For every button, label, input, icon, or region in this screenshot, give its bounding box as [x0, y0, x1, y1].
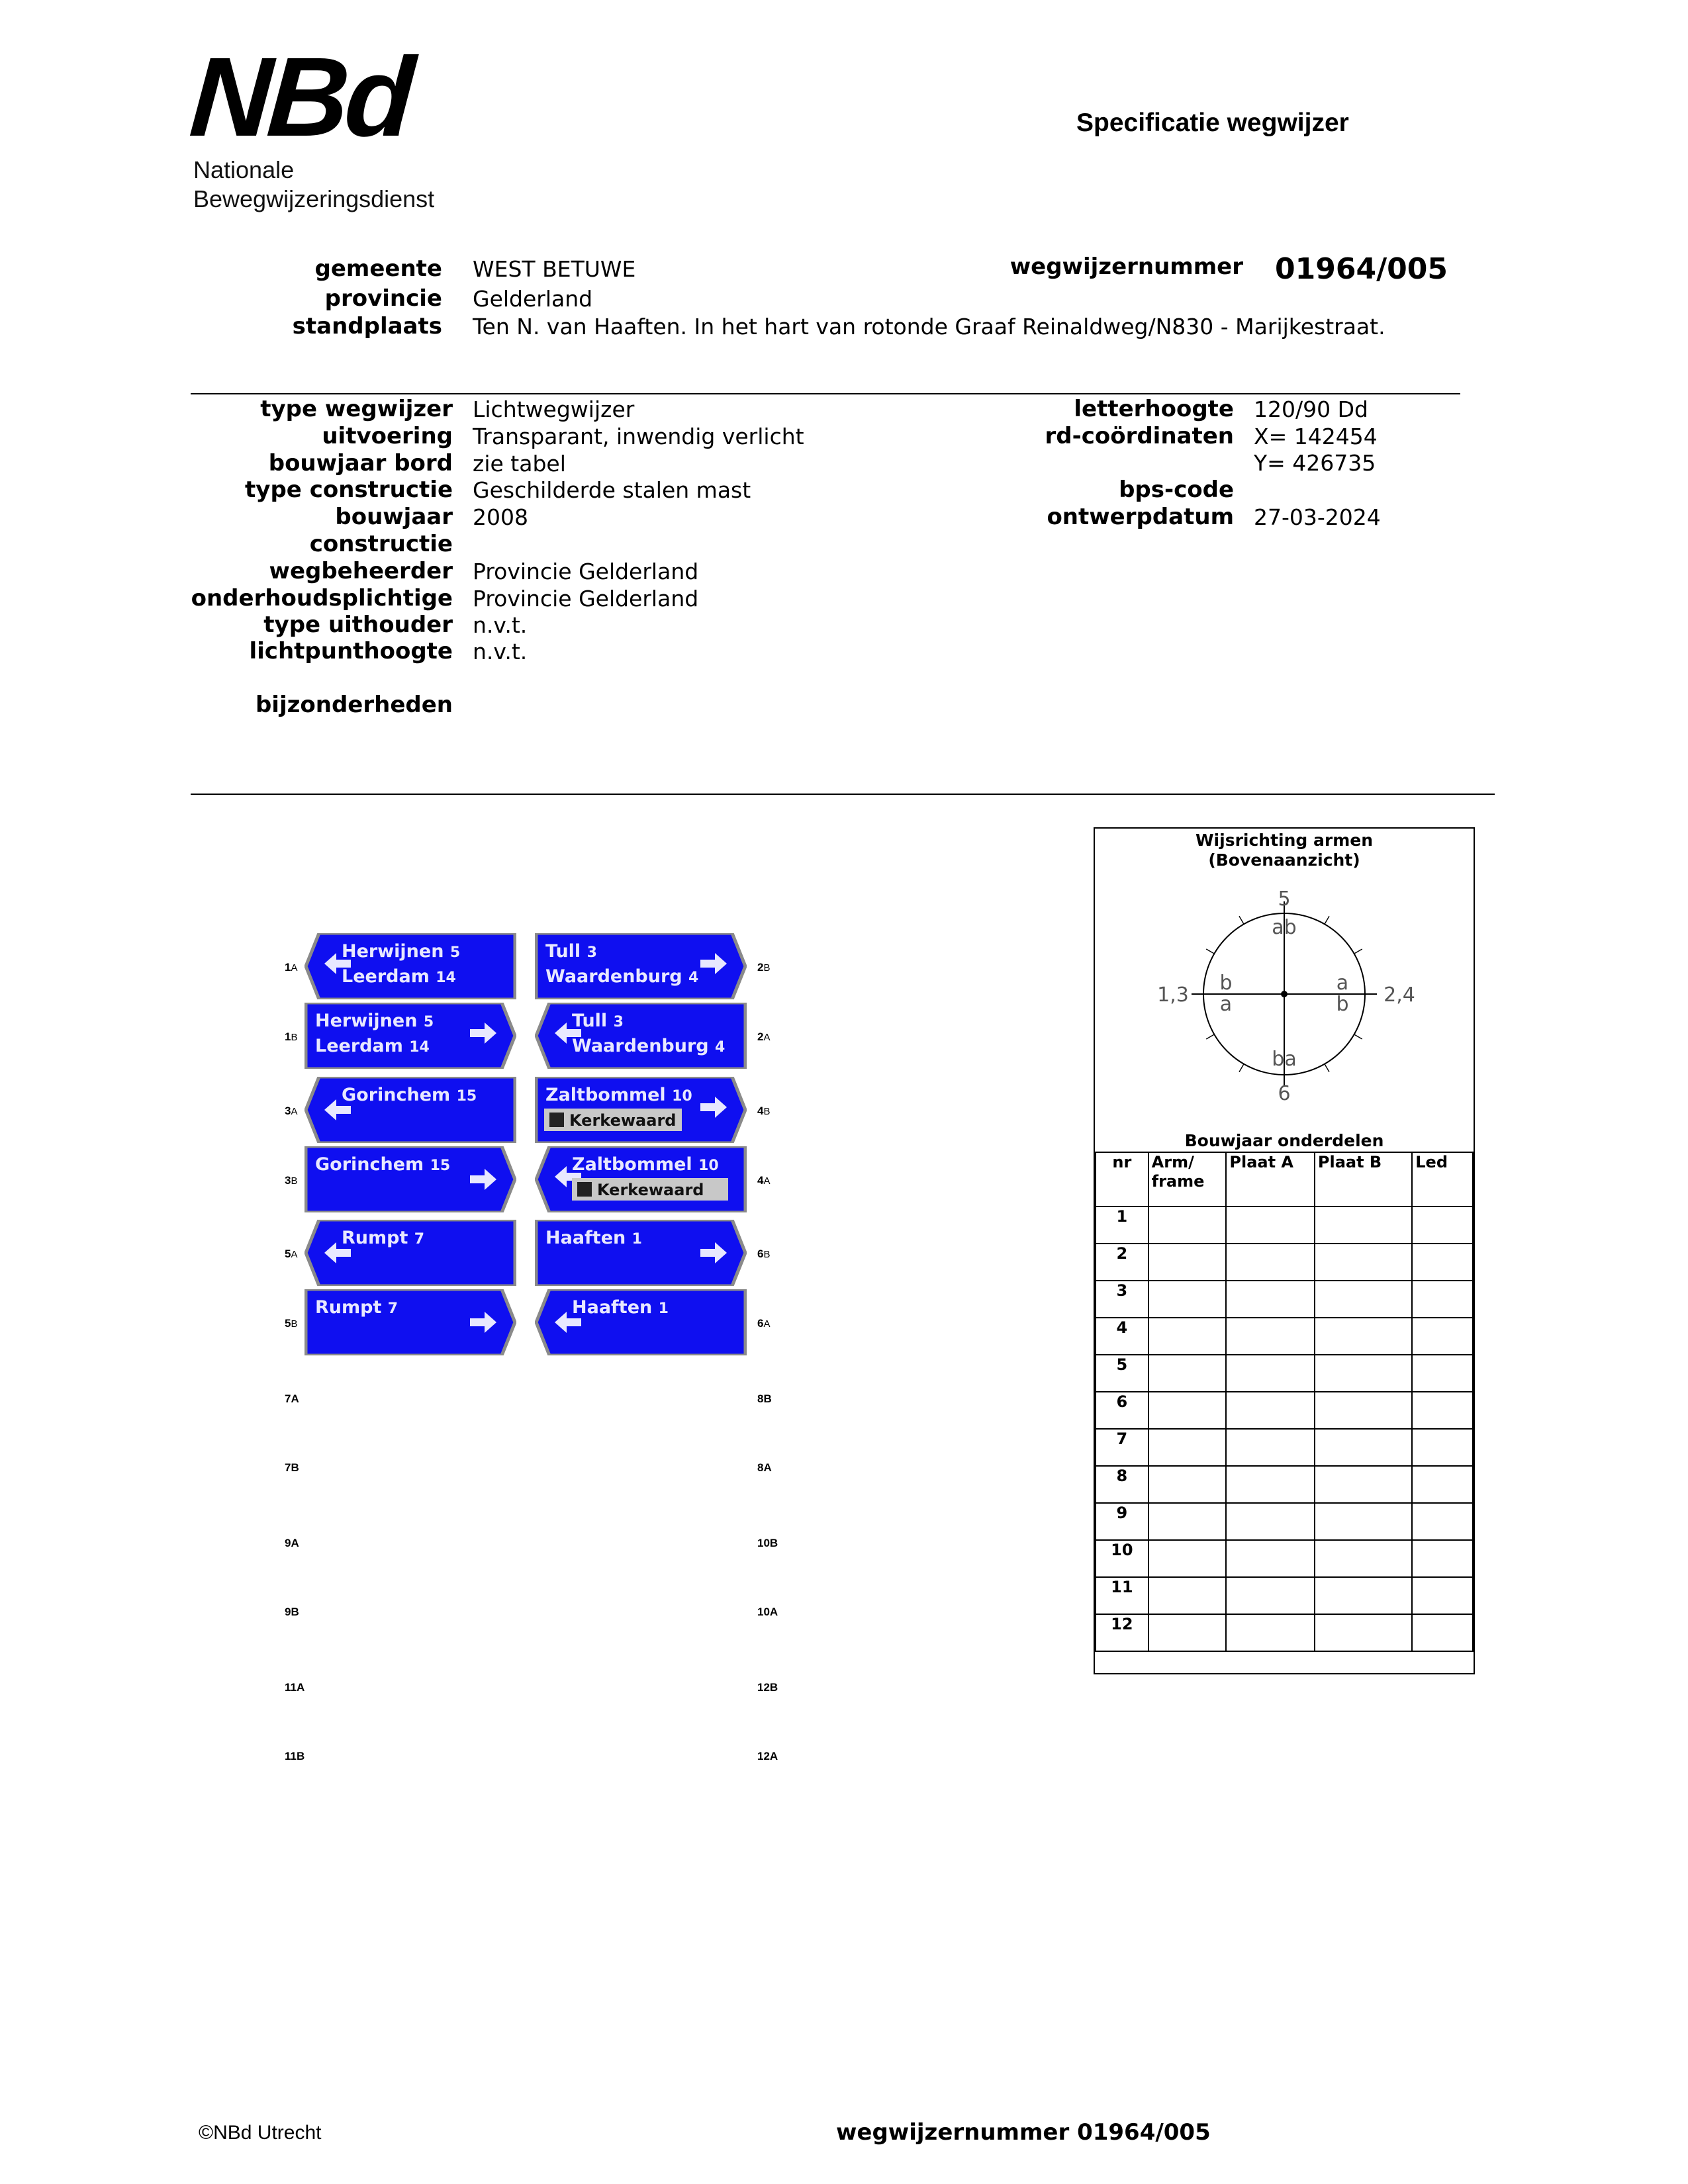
bouwjaar-cell: [1412, 1540, 1473, 1577]
nbd-logo: NBd: [186, 34, 415, 160]
compass-label-right: 2,4: [1383, 983, 1415, 1007]
bouwjaar-cell: [1226, 1392, 1315, 1429]
lichtpunthoogte-label: lichtpunthoogte: [249, 638, 453, 664]
sign-destination: Gorinchem 15: [342, 1085, 477, 1105]
bouwjaar-cell: [1412, 1577, 1473, 1614]
compass-label-top: 5: [1278, 887, 1291, 911]
sign-position-label: 5A: [285, 1248, 298, 1260]
sign-destination: Tull 3: [572, 1011, 624, 1031]
sign-destination: Gorinchem 15: [315, 1154, 451, 1175]
footer-wegwijzernummer: wegwijzernummer 01964/005: [836, 2119, 1211, 2146]
sign-destination: Herwijnen 5: [342, 941, 461, 962]
direction-sign-1B: [305, 1003, 516, 1069]
bouwjaar-row-number: 11: [1096, 1577, 1149, 1614]
ontwerpdatum-label: ontwerpdatum: [1047, 504, 1234, 530]
bouwjaar-row: [1096, 1614, 1473, 1651]
bouwjaar-header-cell: Led: [1412, 1152, 1473, 1206]
bouwjaar-cell: [1226, 1355, 1315, 1392]
bouwjaar-cell: [1315, 1392, 1412, 1429]
sign-destination: Rumpt 7: [315, 1297, 399, 1318]
wegbeheerder-label: wegbeheerder: [269, 558, 453, 584]
compass-tick: [1354, 1034, 1362, 1039]
bouwjaar-table: [1095, 1152, 1474, 1652]
bouwjaar-cell: [1412, 1206, 1473, 1244]
sign-position-label: 1B: [285, 1030, 298, 1043]
bouwjaar-cell: [1149, 1540, 1227, 1577]
bouwjaar-constructie-label-2: constructie: [309, 531, 453, 557]
bouwjaar-cell: [1226, 1206, 1315, 1244]
standplaats-label: standplaats: [292, 313, 442, 340]
bouwjaar-cell: [1315, 1355, 1412, 1392]
bouwjaar-cell: [1412, 1614, 1473, 1651]
direction-sign-6B: [535, 1220, 747, 1286]
bouwjaar-cell: [1149, 1466, 1227, 1503]
direction-sign-5A: [305, 1220, 516, 1286]
compass-label-ab: ab: [1272, 916, 1297, 939]
bouwjaar-row-number: 8: [1096, 1466, 1149, 1503]
compass-label-left: 1,3: [1157, 983, 1189, 1007]
bouwjaar-row: [1096, 1318, 1473, 1355]
compass-right-b: b: [1336, 993, 1349, 1016]
bouwjaar-cell: [1315, 1206, 1412, 1244]
direction-sign-2A: [535, 1003, 747, 1069]
bouwjaar-cell: [1226, 1577, 1315, 1614]
bijzonderheden-label: bijzonderheden: [255, 692, 453, 718]
bouwjaar-cell: [1315, 1466, 1412, 1503]
bouwjaar-cell: [1315, 1540, 1412, 1577]
bouwjaar-constructie-value: 2008: [473, 504, 528, 530]
bouwjaar-row-number: 9: [1096, 1503, 1149, 1540]
sign-position-label: 7B: [285, 1461, 299, 1474]
sign-destination: Zaltbommel 10: [545, 1085, 692, 1105]
bouwjaar-cell: [1315, 1429, 1412, 1466]
sign-position-label: 10B: [757, 1537, 778, 1549]
sign-position-label: 3B: [285, 1174, 298, 1187]
wijsrichting-panel: [1094, 827, 1475, 1674]
sign-destination: Waardenburg 4: [572, 1036, 726, 1056]
type-uithouder-label: type uithouder: [263, 612, 453, 638]
logo-line-1: Nationale: [193, 156, 295, 183]
bouwjaar-row: [1096, 1206, 1473, 1244]
bouwjaar-cell: [1315, 1503, 1412, 1540]
direction-sign-2B: [535, 933, 747, 999]
type-uithouder-value: n.v.t.: [473, 612, 528, 638]
compass-diagram: [1095, 875, 1474, 1140]
bouwjaar-cell: [1315, 1281, 1412, 1318]
type-wegwijzer-label: type wegwijzer: [260, 396, 453, 422]
bouwjaar-cell: [1149, 1281, 1227, 1318]
sign-destination: Haaften 1: [545, 1228, 642, 1248]
bouwjaar-constructie-label-1: bouwjaar: [335, 504, 453, 530]
provincie-label: provincie: [324, 285, 442, 312]
bouwjaar-row-number: 10: [1096, 1540, 1149, 1577]
document-title: Specificatie wegwijzer: [1076, 109, 1349, 137]
bouwjaar-row: [1096, 1392, 1473, 1429]
type-constructie-label: type constructie: [245, 477, 453, 503]
ontwerpdatum-value: 27-03-2024: [1254, 504, 1381, 530]
bouwjaar-row: [1096, 1244, 1473, 1281]
bouwjaar-header-cell: Arm/ frame: [1149, 1152, 1227, 1206]
bouwjaar-title: Bouwjaar onderdelen: [1184, 1131, 1384, 1150]
bouwjaar-cell: [1149, 1392, 1227, 1429]
sign-position-label: 4A: [757, 1174, 771, 1187]
sign-position-label: 12A: [757, 1750, 778, 1762]
letterhoogte-label: letterhoogte: [1074, 396, 1234, 422]
bouwjaar-cell: [1412, 1281, 1473, 1318]
sign-destination: Zaltbommel 10: [572, 1154, 719, 1175]
sign-position-label: 11B: [285, 1750, 305, 1762]
bouwjaar-row-number: 4: [1096, 1318, 1149, 1355]
letterhoogte-value: 120/90 Dd: [1254, 396, 1368, 422]
provincie-value: Gelderland: [473, 286, 593, 312]
bouwjaar-cell: [1149, 1577, 1227, 1614]
bouwjaar-cell: [1315, 1318, 1412, 1355]
bouwjaar-bord-value: zie tabel: [473, 451, 566, 477]
sign-position-label: 9B: [285, 1606, 299, 1618]
rd-x-value: X= 142454: [1254, 424, 1378, 449]
sign-destination: Haaften 1: [572, 1297, 669, 1318]
onderhoudsplichtige-value: Provincie Gelderland: [473, 586, 699, 612]
compass-center: [1281, 991, 1288, 997]
bouwjaar-cell: [1412, 1355, 1473, 1392]
sign-position-label: 12B: [757, 1681, 778, 1694]
bouwjaar-row-number: 7: [1096, 1429, 1149, 1466]
bouwjaar-cell: [1149, 1614, 1227, 1651]
bouwjaar-cell: [1149, 1318, 1227, 1355]
direction-sign-3B: [305, 1146, 516, 1212]
bouwjaar-row-number: 2: [1096, 1244, 1149, 1281]
compass-left-b: b: [1219, 972, 1233, 995]
compass-left-a: a: [1219, 993, 1233, 1016]
logo-line-2: Bewegwijzeringsdienst: [193, 185, 435, 212]
sign-position-label: 6A: [757, 1317, 771, 1330]
direction-sign-4B: [535, 1077, 747, 1143]
sign-position-label: 4B: [757, 1105, 771, 1117]
bouwjaar-cell: [1226, 1281, 1315, 1318]
wegwijzernummer-value: 01964/005: [1275, 252, 1448, 286]
bouwjaar-cell: [1412, 1244, 1473, 1281]
bouwjaar-cell: [1226, 1244, 1315, 1281]
bouwjaar-cell: [1226, 1503, 1315, 1540]
sign-position-label: 11A: [285, 1681, 305, 1694]
bouwjaar-row: [1096, 1429, 1473, 1466]
sign-position-label: 6B: [757, 1248, 771, 1260]
bouwjaar-header-cell: Plaat B: [1315, 1152, 1412, 1206]
bouwjaar-cell: [1315, 1614, 1412, 1651]
direction-sign-4A: [535, 1146, 747, 1212]
sign-layout: [0, 0, 861, 1853]
sign-destination: Waardenburg 4: [545, 966, 699, 987]
bouwjaar-row-number: 5: [1096, 1355, 1149, 1392]
sign-position-label: 8B: [757, 1392, 772, 1405]
bouwjaar-cell: [1412, 1466, 1473, 1503]
bouwjaar-cell: [1149, 1503, 1227, 1540]
bouwjaar-row: [1096, 1503, 1473, 1540]
bouwjaar-cell: [1226, 1429, 1315, 1466]
sign-position-label: 8A: [757, 1461, 772, 1474]
bouwjaar-row: [1096, 1466, 1473, 1503]
sign-position-label: 9A: [285, 1537, 299, 1549]
bouwjaar-cell: [1315, 1577, 1412, 1614]
sign-destination: Tull 3: [545, 941, 597, 962]
standplaats-value: Ten N. van Haaften. In het hart van rotonde Graaf Reinaldweg/N830 - Marijkestraat.: [473, 314, 1385, 340]
bps-code-label: bps-code: [1119, 477, 1234, 503]
bouwjaar-row: [1096, 1540, 1473, 1577]
direction-sign-5B: [305, 1289, 516, 1355]
bouwjaar-cell: [1412, 1318, 1473, 1355]
uitvoering-value: Transparant, inwendig verlicht: [473, 424, 804, 449]
bouwjaar-header-cell: Plaat A: [1226, 1152, 1315, 1206]
bouwjaar-cell: [1412, 1392, 1473, 1429]
bouwjaar-row-number: 6: [1096, 1392, 1149, 1429]
sign-patch-text: Kerkewaard: [569, 1111, 677, 1130]
compass-tick: [1239, 916, 1244, 924]
type-constructie-value: Geschilderde stalen mast: [473, 477, 751, 503]
sign-destination: Leerdam 14: [315, 1036, 430, 1056]
bouwjaar-row: [1096, 1577, 1473, 1614]
gemeente-value: WEST BETUWE: [473, 256, 636, 282]
sign-destination: Herwijnen 5: [315, 1011, 434, 1031]
compass-label-ba: ba: [1272, 1048, 1297, 1071]
bouwjaar-cell: [1149, 1355, 1227, 1392]
compass-right-a: a: [1336, 972, 1349, 995]
direction-sign-3A: [305, 1077, 516, 1143]
bouwjaar-row-number: 12: [1096, 1614, 1149, 1651]
lichtpunthoogte-value: n.v.t.: [473, 639, 528, 664]
bouwjaar-cell: [1226, 1614, 1315, 1651]
compass-title-2: (Bovenaanzicht): [1208, 850, 1360, 870]
wegwijzernummer-label: wegwijzernummer: [1009, 253, 1243, 280]
sign-destination: Leerdam 14: [342, 966, 456, 987]
bouwjaar-row-number: 3: [1096, 1281, 1149, 1318]
compass-tick: [1325, 916, 1329, 924]
direction-sign-6A: [535, 1289, 747, 1355]
rd-coordinaten-label: rd-coördinaten: [1045, 423, 1234, 449]
compass-title-1: Wijsrichting armen: [1195, 831, 1374, 850]
compass-tick: [1206, 949, 1214, 954]
bouwjaar-row: [1096, 1355, 1473, 1392]
footer-copyright: ©NBd Utrecht: [199, 2122, 322, 2144]
compass-tick: [1239, 1064, 1244, 1072]
gemeente-label: gemeente: [314, 255, 442, 282]
bouwjaar-bord-label: bouwjaar bord: [268, 450, 453, 477]
sign-position-label: 7A: [285, 1392, 299, 1405]
bouwjaar-cell: [1226, 1318, 1315, 1355]
sign-position-label: 1A: [285, 961, 298, 974]
onderhoudsplichtige-label: onderhoudsplichtige: [191, 585, 453, 612]
sign-position-label: 3A: [285, 1105, 298, 1117]
bouwjaar-cell: [1149, 1429, 1227, 1466]
type-wegwijzer-value: Lichtwegwijzer: [473, 396, 635, 422]
bouwjaar-row: [1096, 1281, 1473, 1318]
compass-label-bottom: 6: [1278, 1082, 1291, 1105]
sign-position-label: 2A: [757, 1030, 771, 1043]
industry-icon: [577, 1182, 592, 1197]
compass-tick: [1206, 1034, 1214, 1039]
rd-y-value: Y= 426735: [1254, 450, 1376, 476]
compass-tick: [1354, 949, 1362, 954]
bouwjaar-cell: [1149, 1244, 1227, 1281]
sign-position-label: 5B: [285, 1317, 298, 1330]
bouwjaar-cell: [1226, 1540, 1315, 1577]
bouwjaar-cell: [1412, 1503, 1473, 1540]
bouwjaar-cell: [1315, 1244, 1412, 1281]
bouwjaar-cell: [1226, 1466, 1315, 1503]
bouwjaar-cell: [1412, 1429, 1473, 1466]
direction-sign-1A: [305, 933, 516, 999]
compass-tick: [1325, 1064, 1329, 1072]
bouwjaar-header-cell: nr: [1096, 1152, 1149, 1206]
sign-patch-text: Kerkewaard: [597, 1181, 704, 1199]
uitvoering-label: uitvoering: [322, 423, 453, 449]
bouwjaar-row-number: 1: [1096, 1206, 1149, 1244]
bouwjaar-cell: [1149, 1206, 1227, 1244]
sign-position-label: 2B: [757, 961, 771, 974]
sign-destination: Rumpt 7: [342, 1228, 425, 1248]
sign-position-label: 10A: [757, 1606, 778, 1618]
wegbeheerder-value: Provincie Gelderland: [473, 559, 699, 584]
industry-icon: [549, 1113, 564, 1127]
